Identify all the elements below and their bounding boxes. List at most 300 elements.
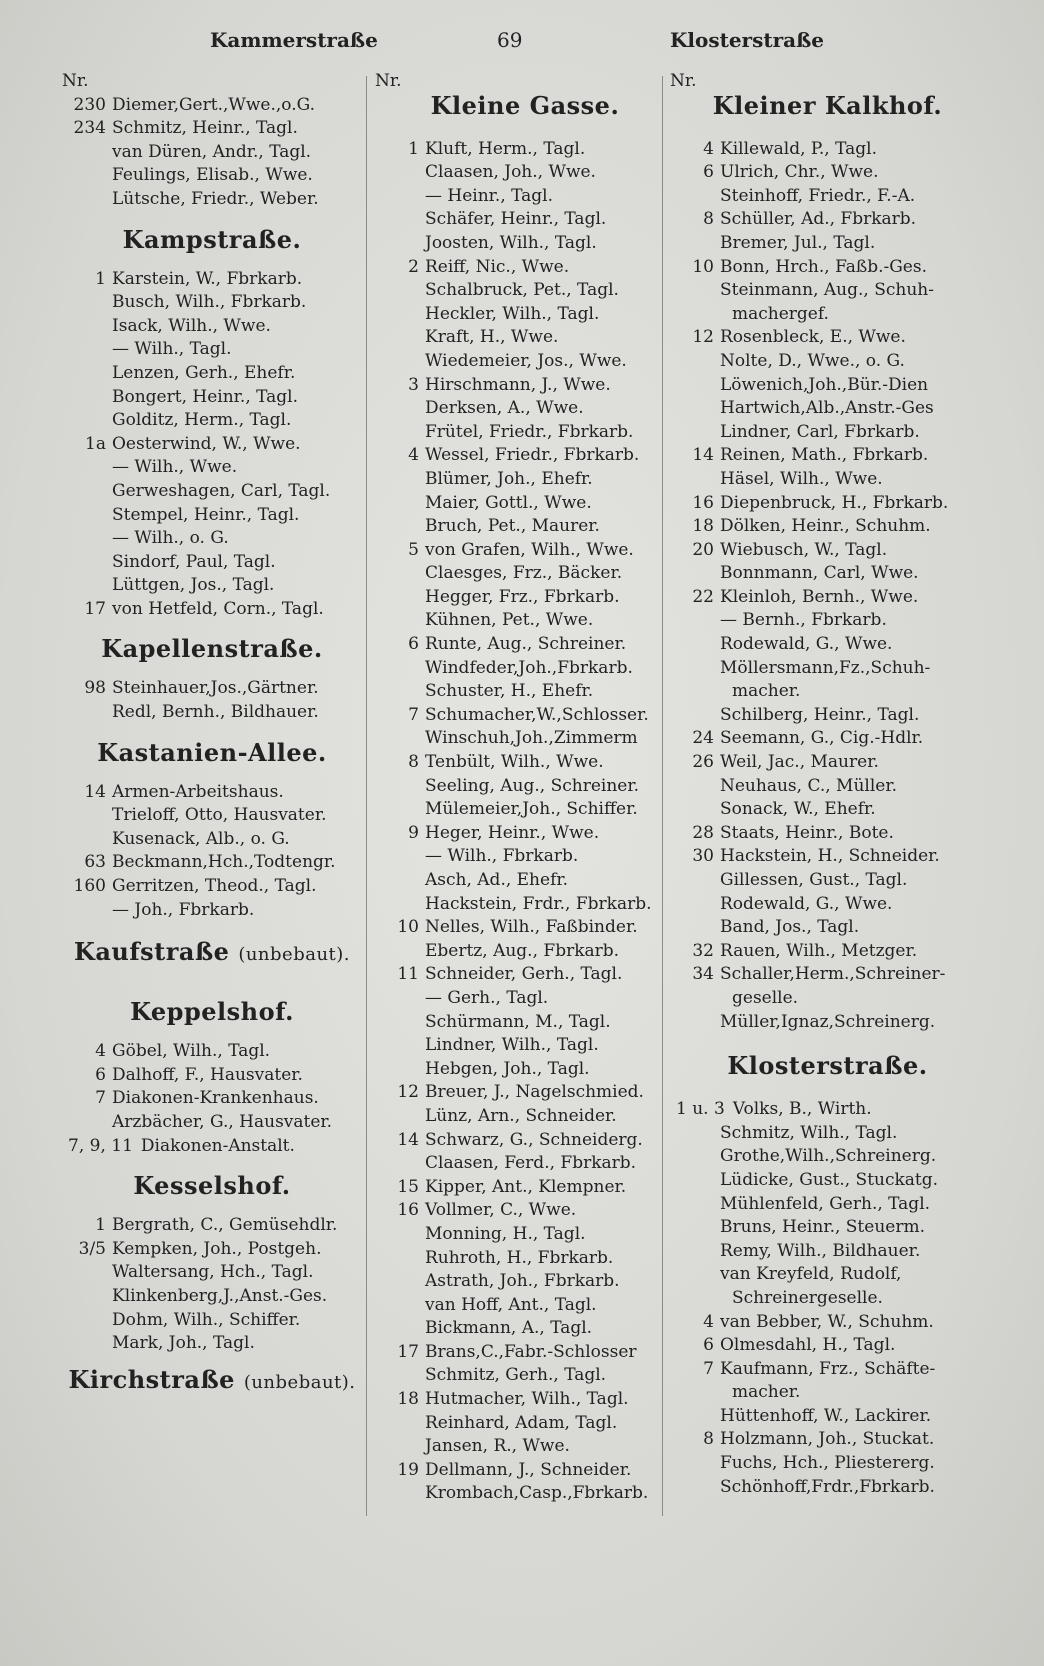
resident-entry: Mark, Joh., Tagl.	[112, 1333, 255, 1354]
list-item	[375, 1482, 675, 1506]
column-3	[670, 70, 985, 1520]
list-item	[62, 433, 362, 457]
resident-entry: Heckler, Wilh., Tagl.	[425, 303, 600, 324]
resident-entry: — Joh., Fbrkarb.	[112, 899, 255, 920]
list-item	[62, 574, 362, 598]
list-item	[375, 562, 675, 586]
list-item	[375, 1129, 675, 1153]
resident-entry: Bremer, Jul., Tagl.	[720, 232, 876, 253]
resident-entry: Dölken, Heinr., Schuhm.	[720, 516, 931, 537]
resident-entry: Steinhauer,Jos.,Gärtner.	[112, 678, 319, 699]
resident-entry: Schüller, Ad., Fbrkarb.	[720, 209, 917, 230]
list-item	[670, 1311, 985, 1335]
list-item	[375, 680, 675, 704]
list-item	[375, 256, 675, 280]
resident-entry: Schmitz, Gerh., Tagl.	[425, 1365, 607, 1386]
house-number: 18	[692, 516, 714, 537]
resident-entry: Gerritzen, Theod., Tagl.	[112, 876, 317, 897]
list-item	[375, 751, 675, 775]
house-number: 1	[408, 138, 419, 159]
list-item	[62, 94, 362, 118]
resident-entry: Ulrich, Chr., Wwe.	[720, 162, 879, 183]
list-item	[62, 1309, 362, 1333]
house-number: 8	[703, 1429, 714, 1450]
house-number: 17	[84, 598, 106, 619]
list-item	[62, 701, 362, 725]
list-item	[375, 916, 675, 940]
list-item	[670, 751, 985, 775]
list-item	[375, 893, 675, 917]
resident-entry: Dalhoff, F., Hausvater.	[112, 1064, 303, 1085]
resident-entry: Hirschmann, J., Wwe.	[425, 374, 611, 395]
house-number: 10	[692, 256, 714, 277]
resident-entry: Rodewald, G., Wwe.	[720, 634, 893, 655]
list-item	[670, 586, 985, 610]
resident-entry: Ruhroth, H., Fbrkarb.	[425, 1247, 614, 1268]
list-item	[62, 851, 362, 875]
list-item	[670, 1193, 985, 1217]
list-item	[670, 1240, 985, 1264]
house-number: 8	[408, 752, 419, 773]
resident-entry: Weil, Jac., Maurer.	[720, 752, 879, 773]
street-heading-keppelshof: Keppelshof.	[130, 997, 294, 1027]
resident-entry: — Heinr., Tagl.	[425, 185, 554, 206]
list-item	[62, 828, 362, 852]
resident-entry: Hackstein, Frdr., Fbrkarb.	[425, 893, 652, 914]
house-number: 7	[408, 704, 419, 725]
resident-entry: Feulings, Elisab., Wwe.	[112, 165, 313, 186]
resident-entry: Hüttenhoff, W., Lackirer.	[720, 1405, 932, 1426]
resident-entry: — Wilh., o. G.	[112, 528, 229, 549]
resident-entry: — Bernh., Fbrkarb.	[720, 610, 887, 631]
resident-entry: — Wilh., Wwe.	[112, 457, 238, 478]
resident-entry: Staats, Heinr., Bote.	[720, 822, 894, 843]
list-item	[670, 798, 985, 822]
house-number: 8	[703, 209, 714, 230]
list-item	[375, 138, 675, 162]
nr-label: Nr.	[670, 71, 697, 91]
resident-entry: Lütsche, Friedr., Weber.	[112, 188, 319, 209]
resident-entry: Kleinloh, Bernh., Wwe.	[720, 586, 919, 607]
list-kesselshof	[62, 1214, 362, 1356]
list-item	[62, 1040, 362, 1064]
resident-entry: Grothe,Wilh.,Schreinerg.	[720, 1146, 937, 1167]
resident-entry: Schreinergeselle.	[732, 1287, 883, 1308]
list-item	[375, 397, 675, 421]
list-item	[670, 1169, 985, 1193]
list-item	[670, 161, 985, 185]
resident-entry: Tenbült, Wilh., Wwe.	[425, 752, 604, 773]
resident-entry: Müller,Ignaz,Schreinerg.	[720, 1011, 936, 1032]
resident-entry: Kusenack, Alb., o. G.	[112, 828, 290, 849]
house-number: 230	[73, 94, 106, 115]
list-item	[62, 315, 362, 339]
list-item	[670, 138, 985, 162]
resident-entry: Wiedemeier, Jos., Wwe.	[425, 350, 627, 371]
list-item	[62, 1087, 362, 1111]
list-item	[670, 869, 985, 893]
resident-entry: Dellmann, J., Schneider.	[425, 1459, 632, 1480]
list-item	[375, 1388, 675, 1412]
resident-entry: Derksen, A., Wwe.	[425, 398, 584, 419]
resident-entry: Redl, Bernh., Bildhauer.	[112, 702, 319, 723]
list-item	[375, 374, 675, 398]
resident-entry: Lüttgen, Jos., Tagl.	[112, 575, 275, 596]
list-item	[375, 1152, 675, 1176]
resident-entry: von Grafen, Wilh., Wwe.	[425, 539, 634, 560]
street-title: Kaufstraße	[73, 937, 230, 967]
resident-entry: Wessel, Friedr., Fbrkarb.	[425, 445, 640, 466]
resident-entry: Nelles, Wilh., Faßbinder.	[425, 917, 638, 938]
resident-entry: machergef.	[732, 303, 829, 324]
street-heading-kesselshof: Kesselshof.	[133, 1171, 291, 1201]
resident-entry: Krombach,Casp.,Fbrkarb.	[425, 1483, 649, 1504]
list-item	[670, 1405, 985, 1429]
house-number: 19	[397, 1459, 419, 1480]
resident-entry: Neuhaus, C., Müller.	[720, 775, 898, 796]
list-item	[375, 1105, 675, 1129]
house-number: 14	[84, 781, 106, 802]
list-item	[62, 1238, 362, 1262]
list-item	[375, 633, 675, 657]
list-item	[670, 1358, 985, 1382]
resident-entry: Sonack, W., Ehefr.	[720, 799, 876, 820]
house-number: 6	[703, 162, 714, 183]
street-heading-kampstrasse: Kampstraße.	[122, 224, 302, 254]
list-item	[670, 303, 985, 327]
house-number: 17	[397, 1341, 419, 1362]
resident-entry: van Düren, Andr., Tagl.	[112, 141, 312, 162]
resident-entry: Hutmacher, Wilh., Tagl.	[425, 1389, 629, 1410]
list-kampstrasse	[62, 268, 362, 622]
header-right-street: Klosterstraße	[670, 28, 824, 52]
list-item	[375, 1341, 675, 1365]
resident-entry: — Wilh., Tagl.	[112, 339, 232, 360]
street-heading-kleiner-kalkhof: Kleiner Kalkhof.	[712, 90, 943, 120]
resident-entry: Lüdicke, Gust., Stuckatg.	[720, 1169, 939, 1190]
list-item	[375, 987, 675, 1011]
resident-entry: Bruch, Pet., Maurer.	[425, 516, 600, 537]
list-kammerstrasse-cont	[62, 94, 362, 212]
list-item	[375, 727, 675, 751]
street-heading-kleine-gasse: Kleine Gasse.	[430, 90, 620, 120]
house-number: 1	[95, 268, 106, 289]
list-kapellenstrasse	[62, 677, 362, 724]
list-item	[375, 1199, 675, 1223]
list-item	[670, 1098, 985, 1122]
house-number: 3	[408, 374, 419, 395]
list-item	[670, 279, 985, 303]
house-number: 11	[397, 964, 419, 985]
resident-entry: Schwarz, G., Schneiderg.	[425, 1129, 643, 1150]
house-number: 1	[95, 1215, 106, 1236]
resident-entry: Lindner, Wilh., Tagl.	[425, 1035, 599, 1056]
resident-entry: Reinhard, Adam, Tagl.	[425, 1412, 618, 1433]
list-item	[375, 326, 675, 350]
list-item	[670, 185, 985, 209]
list-item	[670, 374, 985, 398]
resident-entry: — Gerh., Tagl.	[425, 987, 549, 1008]
resident-entry: Hegger, Frz., Fbrkarb.	[425, 586, 620, 607]
list-item	[670, 1145, 985, 1169]
resident-entry: Kaufmann, Frz., Schäfte-	[720, 1358, 936, 1379]
resident-entry: Vollmer, C., Wwe.	[425, 1200, 577, 1221]
resident-entry: Fuchs, Hch., Pliestererg.	[720, 1453, 935, 1474]
resident-entry: Hackstein, H., Schneider.	[720, 846, 940, 867]
house-number: 10	[397, 917, 419, 938]
column-2	[375, 70, 675, 1520]
list-item	[670, 326, 985, 350]
resident-entry: Sindorf, Paul, Tagl.	[112, 551, 276, 572]
house-number: 1a	[85, 433, 106, 454]
list-item	[670, 421, 985, 445]
resident-entry: Schönhoff,Frdr.,Fbrkarb.	[720, 1476, 935, 1497]
resident-entry: Schaller,Herm.,Schreiner-	[720, 964, 946, 985]
house-number: 234	[73, 118, 106, 139]
list-item	[375, 1034, 675, 1058]
list-item	[670, 208, 985, 232]
resident-entry: Seeling, Aug., Schreiner.	[425, 775, 640, 796]
list-item	[375, 822, 675, 846]
column-1	[62, 70, 362, 1520]
list-item	[62, 386, 362, 410]
house-number: 160	[73, 876, 106, 897]
resident-entry: Blümer, Joh., Ehefr.	[425, 468, 593, 489]
list-item	[62, 527, 362, 551]
resident-entry: Diakonen-Anstalt.	[140, 1135, 295, 1156]
resident-entry: Möllersmann,Fz.,Schuh-	[720, 657, 931, 678]
resident-entry: Seemann, G., Cig.-Hdlr.	[720, 728, 924, 749]
list-item	[670, 1287, 985, 1311]
list-item	[375, 1247, 675, 1271]
resident-entry: Remy, Wilh., Bildhauer.	[720, 1240, 921, 1261]
list-item	[670, 1263, 985, 1287]
list-item	[375, 1364, 675, 1388]
resident-entry: Bergrath, C., Gemüsehdlr.	[112, 1215, 338, 1236]
list-item	[375, 208, 675, 232]
resident-entry: — Wilh., Fbrkarb.	[425, 846, 579, 867]
list-item	[62, 141, 362, 165]
list-item	[62, 188, 362, 212]
list-keppelshof	[62, 1040, 362, 1158]
list-item	[375, 1058, 675, 1082]
list-item	[375, 185, 675, 209]
list-item	[670, 727, 985, 751]
resident-entry: Claasen, Ferd., Fbrkarb.	[425, 1153, 637, 1174]
resident-entry: Rosenbleck, E., Wwe.	[720, 327, 906, 348]
list-item	[62, 362, 362, 386]
list-item	[375, 1435, 675, 1459]
house-number: 14	[692, 445, 714, 466]
resident-entry: Löwenich,Joh.,Bür.-Dien	[720, 374, 929, 395]
list-item	[62, 1111, 362, 1135]
list-item	[670, 1381, 985, 1405]
resident-entry: Killewald, P., Tagl.	[720, 138, 877, 159]
list-item	[670, 822, 985, 846]
resident-entry: Astrath, Joh., Fbrkarb.	[425, 1271, 620, 1292]
list-item	[375, 1459, 675, 1483]
resident-entry: Heger, Heinr., Wwe.	[425, 822, 600, 843]
list-item	[670, 987, 985, 1011]
house-number: 18	[397, 1389, 419, 1410]
resident-entry: Breuer, J., Nagelschmied.	[425, 1082, 644, 1103]
house-number: 9	[408, 822, 419, 843]
resident-entry: Arzbächer, G., Hausvater.	[112, 1112, 333, 1132]
list-item	[62, 551, 362, 575]
resident-entry: Armen-Arbeitshaus.	[112, 781, 284, 802]
list-item	[375, 444, 675, 468]
resident-entry: Mühlenfeld, Gerh., Tagl.	[720, 1193, 931, 1214]
resident-entry: Reiff, Nic., Wwe.	[425, 256, 570, 277]
list-item	[375, 492, 675, 516]
resident-entry: Bruns, Heinr., Steuerm.	[720, 1217, 925, 1238]
resident-entry: van Hoff, Ant., Tagl.	[425, 1294, 597, 1315]
resident-entry: van Kreyfeld, Rudolf,	[720, 1264, 902, 1285]
list-item	[375, 539, 675, 563]
resident-entry: Lindner, Carl, Fbrkarb.	[720, 421, 920, 442]
resident-entry: Hartwich,Alb.,Anstr.-Ges	[720, 398, 934, 419]
resident-entry: Göbel, Wilh., Tagl.	[112, 1041, 271, 1062]
house-number: 4	[95, 1041, 106, 1062]
resident-entry: Wiebusch, W., Tagl.	[720, 539, 888, 560]
list-item	[375, 232, 675, 256]
house-number: 6	[408, 634, 419, 655]
list-item	[62, 677, 362, 701]
list-item	[62, 1261, 362, 1285]
list-item	[670, 940, 985, 964]
list-item	[375, 515, 675, 539]
house-number: 14	[397, 1129, 419, 1150]
list-item	[62, 1285, 362, 1309]
list-item	[670, 444, 985, 468]
list-item	[62, 1332, 362, 1356]
resident-entry: macher.	[732, 681, 801, 702]
resident-entry: Monning, H., Tagl.	[425, 1223, 586, 1244]
resident-entry: Oesterwind, W., Wwe.	[112, 433, 301, 454]
list-item	[375, 421, 675, 445]
resident-entry: Schmitz, Wilh., Tagl.	[720, 1122, 898, 1143]
resident-entry: geselle.	[732, 987, 799, 1008]
list-item	[62, 117, 362, 141]
resident-entry: Joosten, Wilh., Tagl.	[425, 232, 597, 253]
house-number: 7	[95, 1088, 106, 1109]
house-number: 2	[408, 256, 419, 277]
resident-entry: Claasen, Joh., Wwe.	[425, 162, 596, 183]
resident-entry: Schumacher,W.,Schlosser.	[425, 704, 649, 725]
list-item	[375, 1011, 675, 1035]
header-left-street: Kammerstraße	[210, 28, 378, 52]
resident-entry: Steinhoff, Friedr., F.-A.	[720, 185, 916, 206]
list-item	[670, 704, 985, 728]
resident-entry: Maier, Gottl., Wwe.	[425, 492, 592, 513]
resident-entry: Schmitz, Heinr., Tagl.	[112, 118, 298, 139]
resident-entry: Bickmann, A., Tagl.	[425, 1318, 593, 1339]
list-item	[375, 468, 675, 492]
list-item	[375, 350, 675, 374]
list-item	[670, 845, 985, 869]
resident-entry: Olmesdahl, H., Tagl.	[720, 1335, 896, 1356]
resident-entry: Kühnen, Pet., Wwe.	[425, 610, 594, 631]
resident-entry: Gillessen, Gust., Tagl.	[720, 870, 908, 890]
list-item	[670, 1122, 985, 1146]
house-number: 34	[692, 964, 714, 985]
resident-entry: Bongert, Heinr., Tagl.	[112, 386, 299, 407]
list-item	[375, 161, 675, 185]
list-item	[62, 480, 362, 504]
list-item	[375, 1223, 675, 1247]
resident-entry: Frütel, Friedr., Fbrkarb.	[425, 421, 634, 442]
resident-entry: Schilberg, Heinr., Tagl.	[720, 704, 920, 725]
list-item	[670, 397, 985, 421]
list-item	[670, 468, 985, 492]
resident-entry: Windfeder,Joh.,Fbrkarb.	[425, 657, 633, 678]
list-item	[62, 338, 362, 362]
list-item	[670, 1011, 985, 1035]
street-heading-klosterstrasse: Klosterstraße.	[727, 1051, 928, 1081]
resident-entry: Runte, Aug., Schreiner.	[425, 634, 627, 655]
resident-entry: Golditz, Herm., Tagl.	[112, 410, 292, 431]
list-item	[375, 869, 675, 893]
house-number: 98	[84, 678, 106, 699]
list-item	[375, 609, 675, 633]
list-item	[62, 875, 362, 899]
resident-entry: Hebgen, Joh., Tagl.	[425, 1058, 590, 1079]
street-note: (unbebaut).	[243, 1371, 356, 1393]
list-item	[375, 279, 675, 303]
resident-entry: Busch, Wilh., Fbrkarb.	[112, 292, 307, 313]
resident-entry: Kluft, Herm., Tagl.	[425, 138, 586, 159]
list-item	[375, 586, 675, 610]
list-item	[375, 1317, 675, 1341]
house-number: 32	[692, 940, 714, 961]
resident-entry: Band, Jos., Tagl.	[720, 917, 860, 938]
resident-entry: Diemer,Gert.,Wwe.,o.G.	[112, 94, 315, 115]
resident-entry: macher.	[732, 1382, 801, 1403]
list-item	[62, 268, 362, 292]
street-heading-kirchstrasse	[62, 1364, 362, 1408]
list-item	[670, 256, 985, 280]
page-number: 69	[497, 28, 523, 52]
list-item	[375, 1412, 675, 1436]
house-number: 4	[703, 1311, 714, 1332]
list-item	[670, 562, 985, 586]
resident-entry: Steinmann, Aug., Schuh-	[720, 280, 934, 301]
house-number: 20	[692, 539, 714, 560]
resident-entry: Isack, Wilh., Wwe.	[112, 315, 271, 336]
house-number: 4	[408, 445, 419, 466]
resident-entry: Winschuh,Joh.,Zimmerm	[425, 728, 638, 749]
resident-entry: Reinen, Math., Fbrkarb.	[720, 445, 929, 466]
resident-entry: Ebertz, Aug., Fbrkarb.	[425, 940, 620, 961]
resident-entry: von Hetfeld, Corn., Tagl.	[112, 598, 324, 619]
list-item	[670, 893, 985, 917]
house-number: 3/5	[78, 1238, 106, 1259]
list-item	[375, 963, 675, 987]
street-heading-kapellenstrasse: Kapellenstraße.	[101, 634, 323, 664]
resident-entry: Brans,C.,Fabr.-Schlosser	[425, 1341, 637, 1362]
list-item	[670, 1216, 985, 1240]
list-item	[670, 775, 985, 799]
street-heading-kastanien-allee: Kastanien-Allee.	[97, 737, 327, 767]
resident-entry: Kipper, Ant., Klempner.	[425, 1176, 627, 1197]
resident-entry: Stempel, Heinr., Tagl.	[112, 504, 300, 525]
resident-entry: van Bebber, W., Schuhm.	[720, 1311, 934, 1332]
resident-entry: Holzmann, Joh., Stuckat.	[720, 1429, 935, 1450]
resident-entry: Schäfer, Heinr., Tagl.	[425, 209, 607, 230]
resident-entry: Claesges, Frz., Bäcker.	[425, 563, 623, 584]
list-item	[375, 1176, 675, 1200]
resident-entry: Karstein, W., Fbrkarb.	[112, 268, 303, 289]
